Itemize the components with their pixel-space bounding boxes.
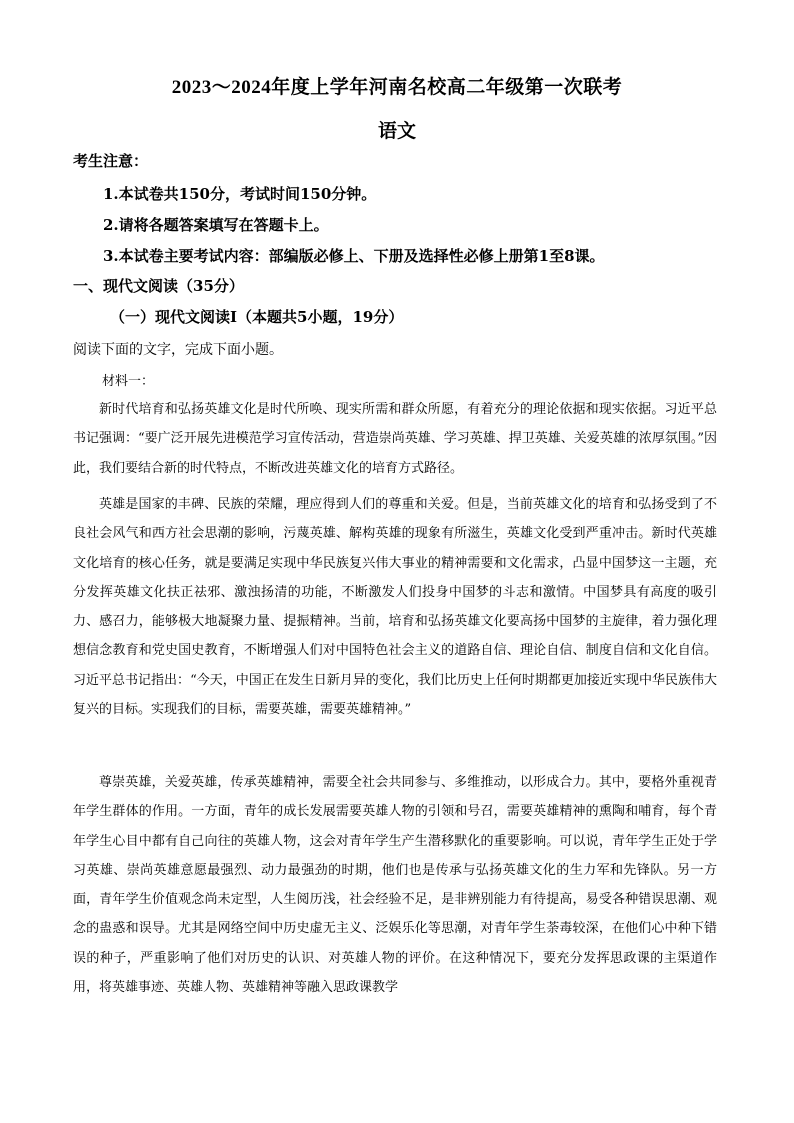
reading-instruction: 阅读下面的文字，完成下面小题。 — [73, 343, 283, 358]
notice-heading: 考生注意： — [73, 152, 149, 170]
subject-title: 语文 — [377, 121, 416, 142]
notice-item-2: 2.请将各题答案填写在答题卡上。 — [103, 216, 329, 234]
paragraph-text: 新时代培育和弘扬英雄文化是时代所唤、现实所需和群众所愿，有着充分的理论依据和现实依据。习近平总书记强调：“要广泛开展先进模范学习宣传活动，营造崇尚英雄、学习英雄、捍卫英雄、关爱英雄的浓厚氛围。”因此，我们要结合新的时代特点，不断改进英雄文化的培育方式路径。 — [73, 402, 717, 476]
material-paragraph — [73, 490, 717, 724]
notice-item-3: 3.本试卷主要考试内容：部编版必修上、下册及选择性必修上册第1至8课。 — [103, 247, 605, 265]
section-title: 一、现代文阅读（35分） — [73, 277, 244, 295]
material-paragraph — [73, 395, 717, 483]
subsection-title: （一）现代文阅读Ⅰ（本题共5小题，19分） — [110, 308, 404, 326]
notice-item-1: 1.本试卷共150分，考试时间150分钟。 — [103, 185, 377, 203]
paragraph-text: 尊崇英雄，关爱英雄，传承英雄精神，需要全社会共同参与、多维推动，以形成合力。其中，要格外重视青年学生群体的作用。一方面，青年的成长发展需要英雄人物的引领和号召，需要英雄精神的熏陶和哺育，每个青年学生心目中都有自己向往的英雄人物，这会对青年学生产生潜移默化的重要影响。可以说，青年学生正处于学习英雄、崇尚英雄意愿最强烈、动力最强劲的时期，他们也是传承与弘扬英雄文化的生力军和先锋队。另一方面，青年学生价值观念尚未定型，人生阅历浅，社会经验不足，是非辨别能力有待提高，易受各种错误思潮、观念的蛊惑和误导。尤其是网络空间中历史虚无主义、泛娱乐化等思潮，对青年学生荼毒较深，在他们心中种下错误的种子，严重影响了他们对历史的认识、对英雄人物的评价。在这种情况下，要充分发挥思政课的主渠道作用，将英雄事迹、英雄人物、英雄精神等融入思政课教学 — [73, 775, 717, 996]
material-paragraph — [73, 768, 717, 1002]
exam-title: 2023～2024年度上学年河南名校高二年级第一次联考 — [171, 77, 623, 98]
paragraph-text: 英雄是国家的丰碑、民族的荣耀，理应得到人们的尊重和关爱。但是，当前英雄文化的培育和弘扬受到了不良社会风气和西方社会思潮的影响，污蔑英雄、解构英雄的现象有所滋生，英雄文化受到严重冲击。新时代英雄文化培育的核心任务，就是要满足实现中华民族复兴伟大事业的精神需要和文化需求，凸显中国梦这一主题，充分发挥英雄文化扶正祛邪、激浊扬清的功能，不断激发人们投身中国梦的斗志和激情。中国梦具有高度的吸引力、感召力，能够极大地凝聚力量、提振精神。当前，培育和弘扬英雄文化要高扬中国梦的主旋律，着力强化理想信念教育和党史国史教育，不断增强人们对中国特色社会主义的道路自信、理论自信、制度自信和文化自信。习近平总书记指出：“今天，中国正在发生日新月异的变化，我们比历史上任何时期都更加接近实现中华民族伟大复兴的目标。实现我们的目标，需要英雄，需要英雄精神。” — [73, 497, 717, 718]
material-label: 材料一： — [102, 374, 155, 389]
